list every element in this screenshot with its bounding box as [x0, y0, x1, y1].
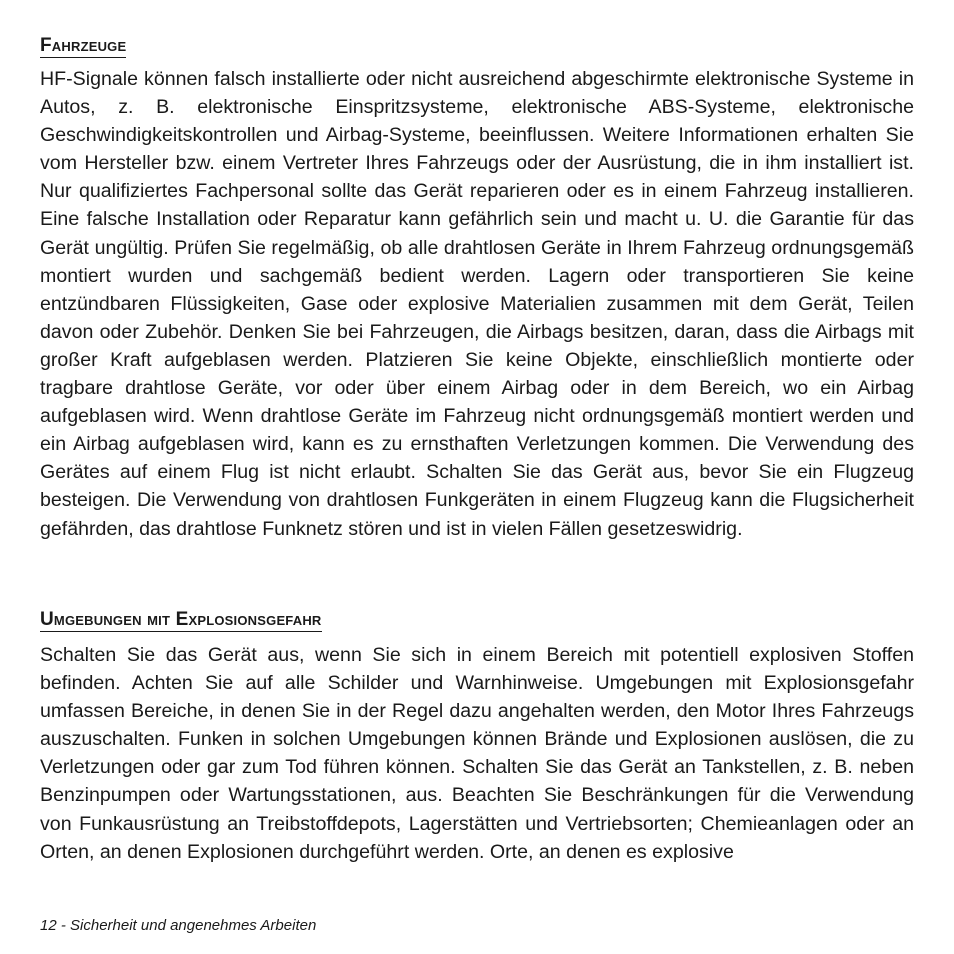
section-heading-fahrzeuge: Fahrzeuge: [40, 35, 127, 56]
section-body-fahrzeuge: HF-Signale können falsch installierte oder nicht ausreichend abgeschirmte elektronische Systeme in Autos, z. B. elektronische Einspritzsysteme, elektronische ABS-Systeme, elektronische Geschwindigkeitskontrollen und Airbag-Systeme, beeinflussen. Weitere Informationen erhalten Sie vom Hersteller bzw. einem Vertreter Ihres Fahrzeugs oder der Ausrüstung, die in ihm installiert ist. Nur qualifiziertes Fachpersonal sollte das Gerät reparieren oder es in einem Fahrzeug installieren. Eine falsche Installation oder Reparatur kann gefährlich sein und macht u. U. die Garantie für das Gerät ungültig. Prüfen Sie regelmäßig, ob alle drahtlosen Geräte in Ihrem Fahrzeug ordnungsgemäß montiert wurden und sachgemäß bedient werden. Lagern oder transportieren Sie keine entzündbaren Flüssigkeiten, Gase oder explosive Materialien zusammen mit dem Gerät, Teilen davon oder Zubehör. Denken Sie bei Fahrzeugen, die Airbags besitzen, daran, dass die Airbags mit großer Kraft aufgeblasen werden. Platzieren Sie keine Objekte, einschließlich montierte oder tragbare drahtlose Geräte, vor oder über einem Airbag oder in dem Bereich, wo ein Airbag aufgeblasen wird. Wenn drahtlose Geräte im Fahrzeug nicht ordnungsgemäß montiert werden und ein Airbag aufgeblasen wird, kann es zu ernsthaften Verletzungen kommen. Die Verwendung des Gerätes auf einem Flug ist nicht erlaubt. Schalten Sie das Gerät aus, bevor Sie ein Flugzeug besteigen. Die Verwendung von drahtlosen Funkgeräten in einem Flugzeug kann die Flugsicherheit gefährden, das drahtlose Funknetz stören und ist in vielen Fällen gesetzeswidrig.: [40, 68, 914, 540]
section-heading-explosionsgefahr: Umgebungen mit Explosionsgefahr: [40, 609, 322, 630]
page-footer: 12 - Sicherheit und angenehmes Arbeiten: [40, 917, 317, 934]
section-body-explosionsgefahr: Schalten Sie das Gerät aus, wenn Sie sich in einem Bereich mit potentiell explosiven Stoffen befinden. Achten Sie auf alle Schilder und Warnhinweise. Umgebungen mit Explosionsgefahr umfassen Bereiche, in denen Sie in der Regel dazu angehalten werden, den Motor Ihres Fahrzeugs auszuschalten. Funken in solchen Umgebungen können Brände und Explosionen auslösen, die zu Verletzungen oder gar zum Tod führen können. Schalten Sie das Gerät an Tankstellen, z. B. neben Benzinpumpen oder Wartungsstationen, aus. Beachten Sie Beschränkungen für die Verwendung von Funkausrüstung an Treibstoffdepots, Lagerstätten und Vertriebsorten; Chemieanlagen oder an Orten, an denen Explosionen durchgeführt werden. Orte, an denen es explosive: [40, 644, 914, 863]
